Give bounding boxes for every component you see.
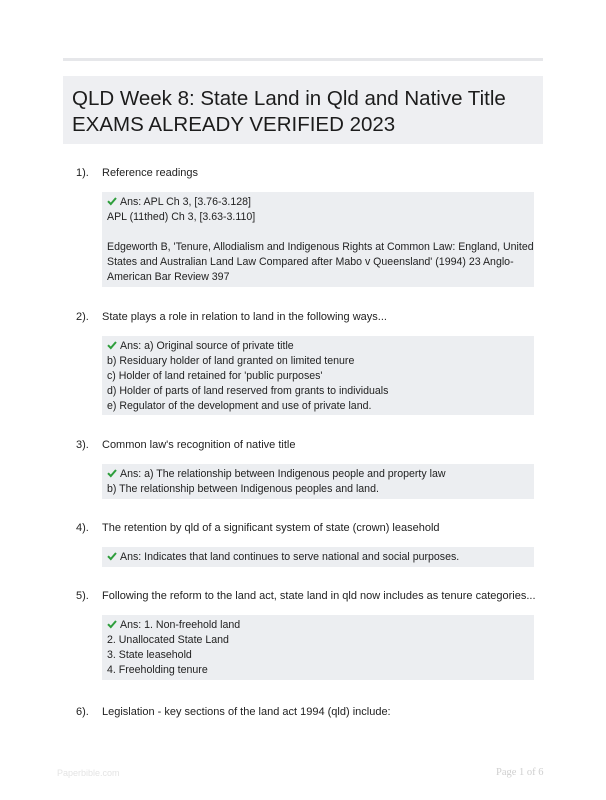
question-text: Common law's recognition of native title — [102, 439, 296, 451]
answer-line: 3. State leasehold — [107, 649, 192, 661]
answer-line: b) Residuary holder of land granted on limited tenure — [107, 355, 355, 367]
page-title-line-2: EXAMS ALREADY VERIFIED 2023 — [72, 113, 396, 136]
answer-line: 2. Unallocated State Land — [107, 634, 229, 646]
answer-text: Ans: a) The relationship between Indigenous people and property law — [120, 468, 446, 480]
answer-line — [107, 467, 529, 482]
answer-text: Ans: APL Ch 3, [3.76-3.128] — [120, 196, 251, 208]
answer-line: APL (11thed) Ch 3, [3.63-3.110] — [107, 211, 256, 223]
answer-line: e) Regulator of the development and use of private land. — [107, 400, 372, 412]
question-number: 6). — [76, 706, 89, 718]
answer-line: c) Holder of land retained for 'public purposes' — [107, 370, 323, 382]
question-text: Reference readings — [102, 167, 199, 179]
checkmark-icon — [107, 196, 117, 206]
answer-text: Ans: Indicates that land continues to serve national and social purposes. — [120, 551, 460, 563]
checkmark-icon — [107, 619, 117, 629]
page-number: Page 1 of 6 — [496, 767, 544, 778]
top-divider — [63, 58, 543, 61]
checkmark-icon — [107, 551, 117, 561]
answer-line — [107, 618, 529, 633]
answer-line — [107, 339, 529, 354]
document-title-box — [63, 76, 543, 144]
question-number: 4). — [76, 522, 89, 534]
answer-text: Ans: 1. Non-freehold land — [120, 619, 241, 631]
answer-line: Edgeworth B, 'Tenure, Allodialism and Indigenous Rights at Common Law: England, United — [107, 241, 534, 253]
answer-box — [102, 615, 534, 680]
answer-box — [102, 336, 534, 415]
question-text: The retention by qld of a significant system of state (crown) leasehold — [102, 522, 440, 534]
answer-line: States and Australian Land Law Compared after Mabo v Queensland' (1994) 23 Anglo- — [107, 256, 514, 268]
question-number: 3). — [76, 439, 89, 451]
question-text: Legislation - key sections of the land act 1994 (qld) include: — [102, 706, 391, 718]
answer-line: American Bar Review 397 — [107, 271, 230, 283]
checkmark-icon — [107, 340, 117, 350]
answer-line: b) The relationship between Indigenous peoples and land. — [107, 483, 379, 495]
answer-box — [102, 192, 534, 287]
question-text: Following the reform to the land act, state land in qld now includes as tenure categories... — [102, 590, 536, 602]
answer-line — [107, 195, 529, 210]
answer-text: Ans: a) Original source of private title — [120, 340, 294, 352]
question-text: State plays a role in relation to land in the following ways... — [102, 311, 387, 323]
answer-line — [107, 550, 529, 565]
footer-watermark: Paperbible.com — [57, 768, 120, 778]
checkmark-icon — [107, 468, 117, 478]
question-number: 2). — [76, 311, 89, 323]
question-number: 5). — [76, 590, 89, 602]
answer-line: 4. Freeholding tenure — [107, 664, 208, 676]
answer-line: d) Holder of parts of land reserved from grants to individuals — [107, 385, 389, 397]
answer-line — [107, 225, 529, 240]
page-title-line-1: QLD Week 8: State Land in Qld and Native Title — [72, 87, 506, 110]
answer-box — [102, 547, 534, 567]
answer-box — [102, 464, 534, 499]
question-number: 1). — [76, 167, 89, 179]
